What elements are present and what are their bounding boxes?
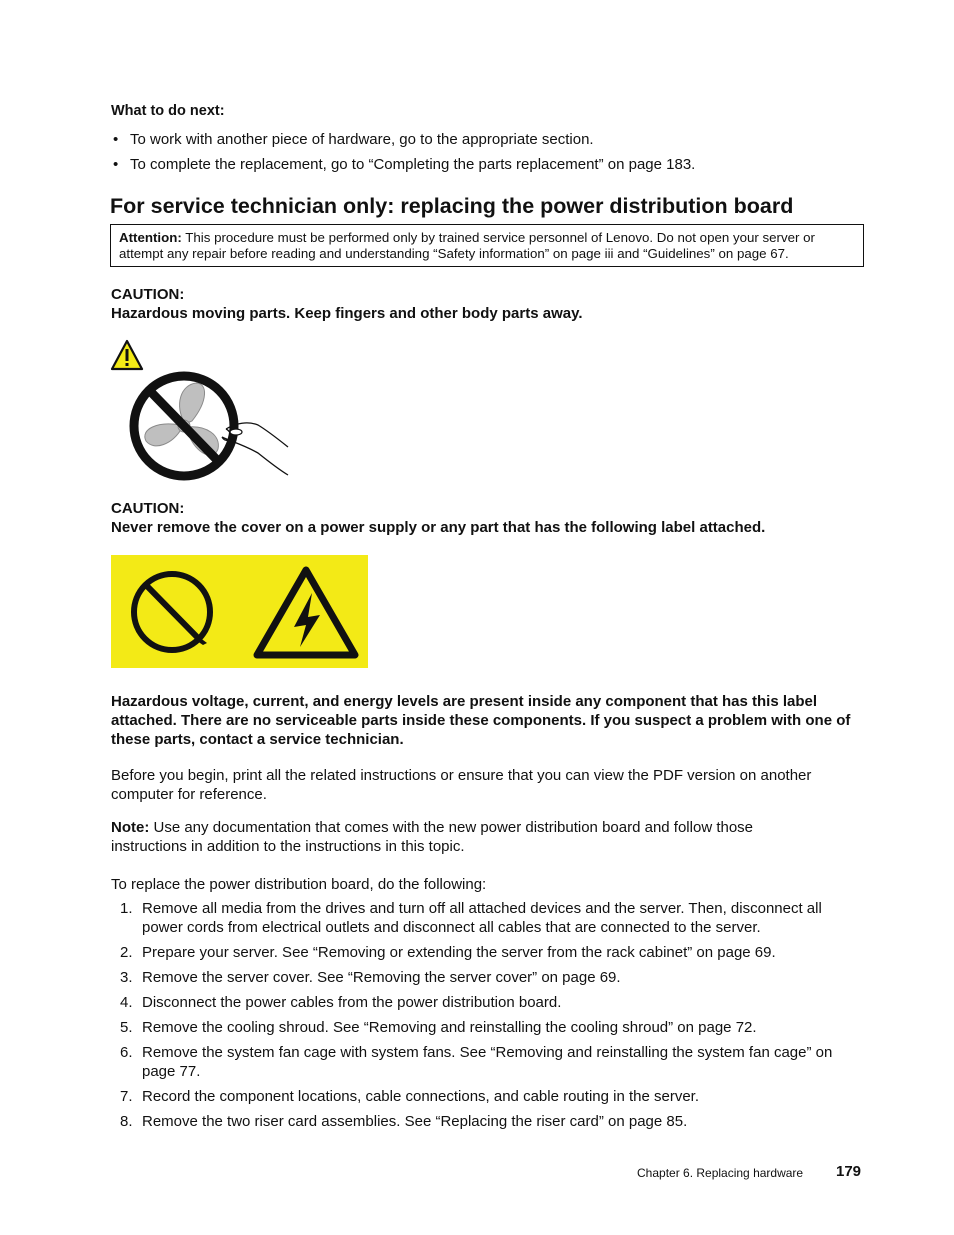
attention-text: This procedure must be performed only by trained service personnel of Lenovo. Do not open your server or attempt any repair before reading and understanding “Safety information” on page iii and “Guidelines” on page 67. bbox=[119, 230, 815, 261]
step-number: 7. bbox=[120, 1088, 133, 1105]
list-item bbox=[111, 155, 871, 174]
hazard-text: Hazardous voltage, current, and energy levels are present inside any component that has this label attached. There are no serviceable parts inside these components. If you suspect a problem with one of these parts, contact a service technician. bbox=[111, 693, 851, 748]
warning-triangle-icon bbox=[110, 339, 144, 371]
caution-text: Hazardous moving parts. Keep fingers and other body parts away. bbox=[111, 305, 583, 322]
note-label: Note: bbox=[111, 819, 150, 836]
note-paragraph bbox=[111, 818, 831, 856]
list-item bbox=[111, 1043, 861, 1081]
hazard-label-panel bbox=[111, 555, 368, 668]
section-title: For service technician only: replacing the power distribution board bbox=[110, 194, 794, 218]
caution-text: Never remove the cover on a power supply or any part that has the following label attached. bbox=[111, 519, 766, 536]
page-number: 179 bbox=[836, 1163, 862, 1180]
no-tools-icon bbox=[129, 567, 219, 657]
step-text: Remove the two riser card assemblies. See “Replacing the riser card” on page 85. bbox=[142, 1113, 688, 1130]
attention-box bbox=[110, 224, 864, 267]
step-text: Remove the system fan cage with system fans. See “Removing and reinstalling the system fan cage” on page 77. bbox=[142, 1044, 833, 1080]
before-begin-text: Before you begin, print all the related instructions or ensure that you can view the PDF version on another computer for reference. bbox=[111, 767, 812, 803]
steps-list bbox=[111, 899, 861, 1137]
fan-hazard-icon bbox=[126, 369, 292, 481]
note-text: Use any documentation that comes with the new power distribution board and follow those instructions in addition to the instructions in this topic. bbox=[111, 819, 754, 855]
bullet-icon: • bbox=[113, 156, 119, 173]
list-item bbox=[111, 1112, 861, 1131]
caution-label: CAUTION: bbox=[111, 286, 185, 303]
bullet-icon: • bbox=[113, 131, 119, 148]
step-number: 3. bbox=[120, 969, 133, 986]
attention-label: Attention: bbox=[119, 230, 182, 245]
caution-label: CAUTION: bbox=[111, 500, 185, 517]
list-item bbox=[111, 993, 861, 1012]
list-item bbox=[111, 1087, 861, 1106]
list-item bbox=[111, 130, 871, 149]
step-number: 4. bbox=[120, 994, 133, 1011]
list-item bbox=[111, 899, 861, 937]
step-text: Remove all media from the drives and turn off all attached devices and the server. Then, disconnect all power cords from electrical outlets and disconnect all cables that are connected to the server. bbox=[142, 900, 822, 936]
step-number: 5. bbox=[120, 1019, 133, 1036]
step-text: Disconnect the power cables from the power distribution board. bbox=[142, 994, 562, 1011]
what-next-list bbox=[111, 130, 871, 180]
high-voltage-icon bbox=[252, 565, 360, 661]
step-text: Record the component locations, cable connections, and cable routing in the server. bbox=[142, 1088, 700, 1105]
step-number: 2. bbox=[120, 944, 133, 961]
step-number: 1. bbox=[120, 900, 133, 917]
list-item bbox=[111, 1018, 861, 1037]
steps-intro: To replace the power distribution board, do the following: bbox=[111, 876, 487, 893]
step-number: 8. bbox=[120, 1113, 133, 1130]
bullet-text: To complete the replacement, go to “Completing the parts replacement” on page 183. bbox=[130, 156, 696, 173]
list-item bbox=[111, 968, 861, 987]
footer-chapter: Chapter 6. Replacing hardware bbox=[637, 1166, 804, 1180]
step-text: Remove the cooling shroud. See “Removing and reinstalling the cooling shroud” on page 72. bbox=[142, 1019, 757, 1036]
step-text: Remove the server cover. See “Removing the server cover” on page 69. bbox=[142, 969, 621, 986]
what-next-heading: What to do next: bbox=[111, 103, 225, 119]
list-item bbox=[111, 943, 861, 962]
step-number: 6. bbox=[120, 1044, 133, 1061]
step-text: Prepare your server. See “Removing or extending the server from the rack cabinet” on page 69. bbox=[142, 944, 776, 961]
bullet-text: To work with another piece of hardware, go to the appropriate section. bbox=[130, 131, 594, 148]
